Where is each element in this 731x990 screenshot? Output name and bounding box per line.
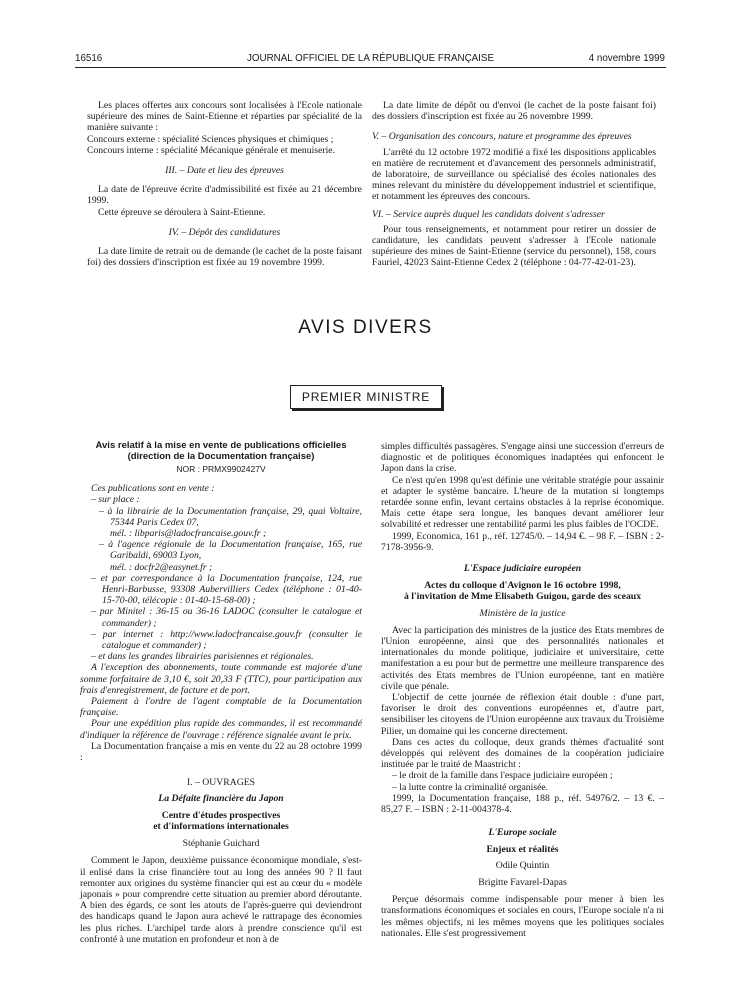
list-item: mél. : docfr2@easynet.fr ; [110,561,213,573]
section-title: AVIS DIVERS [298,317,433,338]
paragraph: L'objectif de cette journée de réflexion était double : d'une part, favoriser le droit des conventions européennes et, d'autre part, sensibiliser les citoyens de l'Union européenne aux travaux du Troisième Pilier, un domaine qui les concerne directement. [381,692,664,737]
paragraph: La Documentation française a mis en vente du 22 au 28 octobre 1999 : [80,740,362,764]
book-publisher: Centre d'études prospectives [161,809,281,821]
book-author: Odile Quintin [495,859,550,871]
book-subtitle: à l'invitation de Mme Elisabeth Guigou, garde des sceaux [403,591,642,603]
list-item: – par Minitel : 36-15 ou 36-16 LADOC (consulter le catalogue et commander) ; [91,606,362,629]
list-item: – la lutte contre la criminalité organisée. [392,781,549,793]
paragraph: Paiement à l'ordre de l'agent comptable de la Documentation française. [80,696,362,719]
paragraph: Ces publications sont en vente : [91,483,215,495]
paragraph: 1999, la Documentation française, 188 p., réf. 54976/2. – 13 €. – 85,27 F. – ISBN : 2-11-004378-4. [381,792,664,816]
page-number: 16516 [75,53,103,64]
paragraph: Dans ces actes du colloque, deux grands thèmes d'actualité sont développés qui relèvent des domaines de la coopération judiciaire instituée par le traité de Maastricht : [381,736,664,771]
header-rule [75,67,666,68]
book-subtitle: Actes du colloque d'Avignon le 16 octobre 1998, [424,580,621,592]
list-item: – et dans les grandes librairies parisiennes et régionales. [91,651,314,663]
paragraph: Pour tous renseignements, et notamment pour retirer un dossier de candidature, les candidats peuvent s'adresser à l'Ecole nationale supérieure des mines de Saint-Etienne (service du personnel), 158, cours Fauriel, 42023 Saint-Etienne Cedex 2 (téléphone : 04-77-42-01-23). [372,223,656,269]
paragraph: Concours interne : spécialité Mécanique générale et menuiserie. [87,144,336,156]
section-heading: I. – OUVRAGES [186,777,256,789]
top-right-column [372,100,656,269]
paragraph: Les places offertes aux concours sont localisées à l'Ecole nationale supérieure des mines de Saint-Etienne et réparties par spécialité de la manière suivante : [87,100,362,134]
list-item: – sur place : [91,494,140,506]
paragraph: simples difficultés passagères. S'engage ainsi une succession d'erreurs de diagnostic et de politiques économiques inadaptées qui enfoncent le Japon dans la crise. [381,441,664,475]
paragraph: Pour une expédition plus rapide des commandes, il est recommandé d'indiquer la référence de l'ouvrage : référence signalée avant le prix. [80,718,362,741]
section-heading: VI. – Service auprès duquel les candidats doivent s'adresser [372,208,605,220]
notice-title: Avis relatif à la mise en vente de publications officielles (direction de la Documentation française) [95,440,347,462]
list-item: – le droit de la famille dans l'espace judiciaire européen ; [392,770,613,782]
paragraph: Ce n'est qu'en 1998 qu'est définie une véritable stratégie pour assainir et adapter le système bancaire. L'heure de la mutation si longtemps retardée sonne enfin, levant certains obstacles à la reprise économique. Mais cette étape sera longue, les banques devant améliorer leur solvabilité et redresser une rentabilité parmi les plus faibles de l'OCDE. [381,474,664,531]
issue-date: 4 novembre 1999 [588,53,665,64]
paragraph: La date limite de dépôt ou d'envoi (le cachet de la poste faisant foi) des dossiers d'inscription est fixée au 26 novembre 1999. [372,100,656,123]
list-item: – et par correspondance à la Documentation française, 124, rue Henri-Barbusse, 93308 Aubervilliers Cedex (téléphone : 01-40-15-70-00, télécopie : 01-40-15-68-00) ; [91,572,362,607]
book-title: L'Espace judiciaire européen [463,563,582,575]
paragraph: 1999, Economica, 161 p., réf. 12745/0. – 14,94 €. – 98 F. – ISBN : 2-7178-3956-9. [381,530,664,553]
section-heading: V. – Organisation des concours, nature et programme des épreuves [372,131,632,143]
paragraph: Perçue désormais comme indispensable pour mener à bien les transformations économiques et sociales en cours, l'Europe sociale n'a ni les mêmes objectifs, ni les mêmes moyens que les politiques sociales nationales. Elle s'est progressivement [381,894,664,939]
left-column [80,441,362,945]
top-left-column [87,100,362,268]
book-publisher: Ministère de la justice [479,607,566,619]
paragraph: Comment le Japon, deuxième puissance économique mondiale, s'est-il enlisé dans la crise financière tout au long des années 90 ? Il faut remonter aux origines du système financier qui est au cœur du « modèle japonais » pour comprendre cette situation au premier abord déroutante. A bien des égards, ce sont les atouts de l'après-guerre qui deviendront des handicaps quand le Japon aura achevé le rattrapage des économies les plus riches. L'archipel tarde alors à prendre conscience qu'il est confronté à une mutation en profondeur et non à de [80,855,362,945]
page-header [75,53,665,67]
book-title: La Défaite financière du Japon [158,793,284,805]
paragraph: Concours externe : spécialité Sciences physiques et chimiques ; [87,133,334,145]
paragraph: Cette épreuve se déroulera à Saint-Etienne. [98,206,266,218]
list-item: – à l'agence régionale de la Documentation française, 165, rue Garibaldi, 69003 Lyon, [99,539,362,562]
section-heading: III. – Date et lieu des épreuves [165,165,284,177]
paragraph: La date de l'épreuve écrite d'admissibilité est fixée au 21 décembre 1999. [87,184,362,207]
paragraph: L'arrêté du 12 octobre 1972 modifié a fixé les dispositions applicables en matière de recrutement et d'avancement des personnels administratif, de laboratoire, de surveillance ou spécialisé des écoles nationales des mines relevant du ministère du développement industriel et scientifique, et notamment les épreuves des concours. [372,146,656,203]
book-author: Stéphanie Guichard [182,838,260,850]
journal-title: JOURNAL OFFICIEL DE LA RÉPUBLIQUE FRANÇAISE [247,53,494,64]
nor-reference: NOR : PRMX9902427V [176,464,266,474]
right-column [381,441,664,939]
list-item: – par internet : http://www.ladocfrancaise.gouv.fr (consulter le catalogue et commander) ; [91,628,362,652]
book-title: L'Europe sociale [488,827,557,839]
book-publisher: et d'informations internationales [153,820,289,832]
paragraph: La date limite de retrait ou de demande (le cachet de la poste faisant foi) des dossiers d'inscription est fixée au 19 novembre 1999. [87,246,362,269]
ministry-box: PREMIER MINISTRE [290,385,442,409]
list-item: – à la librairie de la Documentation française, 29, quai Voltaire, 75344 Paris Cedex 07, [99,505,362,528]
book-author: Brigitte Favarel-Dapas [478,876,567,888]
paragraph: Avec la participation des ministres de la justice des Etats membres de l'Union européenne, ainsi que des personnalités nationales et internationales du monde politique, judiciaire et universitaire, cette manifestation a eu pour but de permettre une meilleure transparence des activités des Etats membres de l'Union européenne, tant en matière civile que pénale. [381,624,664,692]
section-heading: IV. – Dépôt des candidatures [168,226,281,238]
list-item: mél. : libparis@ladocfrancaise.gouv.fr ; [110,528,267,540]
book-subtitle: Enjeux et réalités [486,843,559,855]
paragraph: A l'exception des abonnements, toute commande est majorée d'une somme forfaitaire de 3,10 €, soit 20,33 F (TTC), pour participation aux frais d'enregistrement, de facture et de port. [80,662,362,696]
